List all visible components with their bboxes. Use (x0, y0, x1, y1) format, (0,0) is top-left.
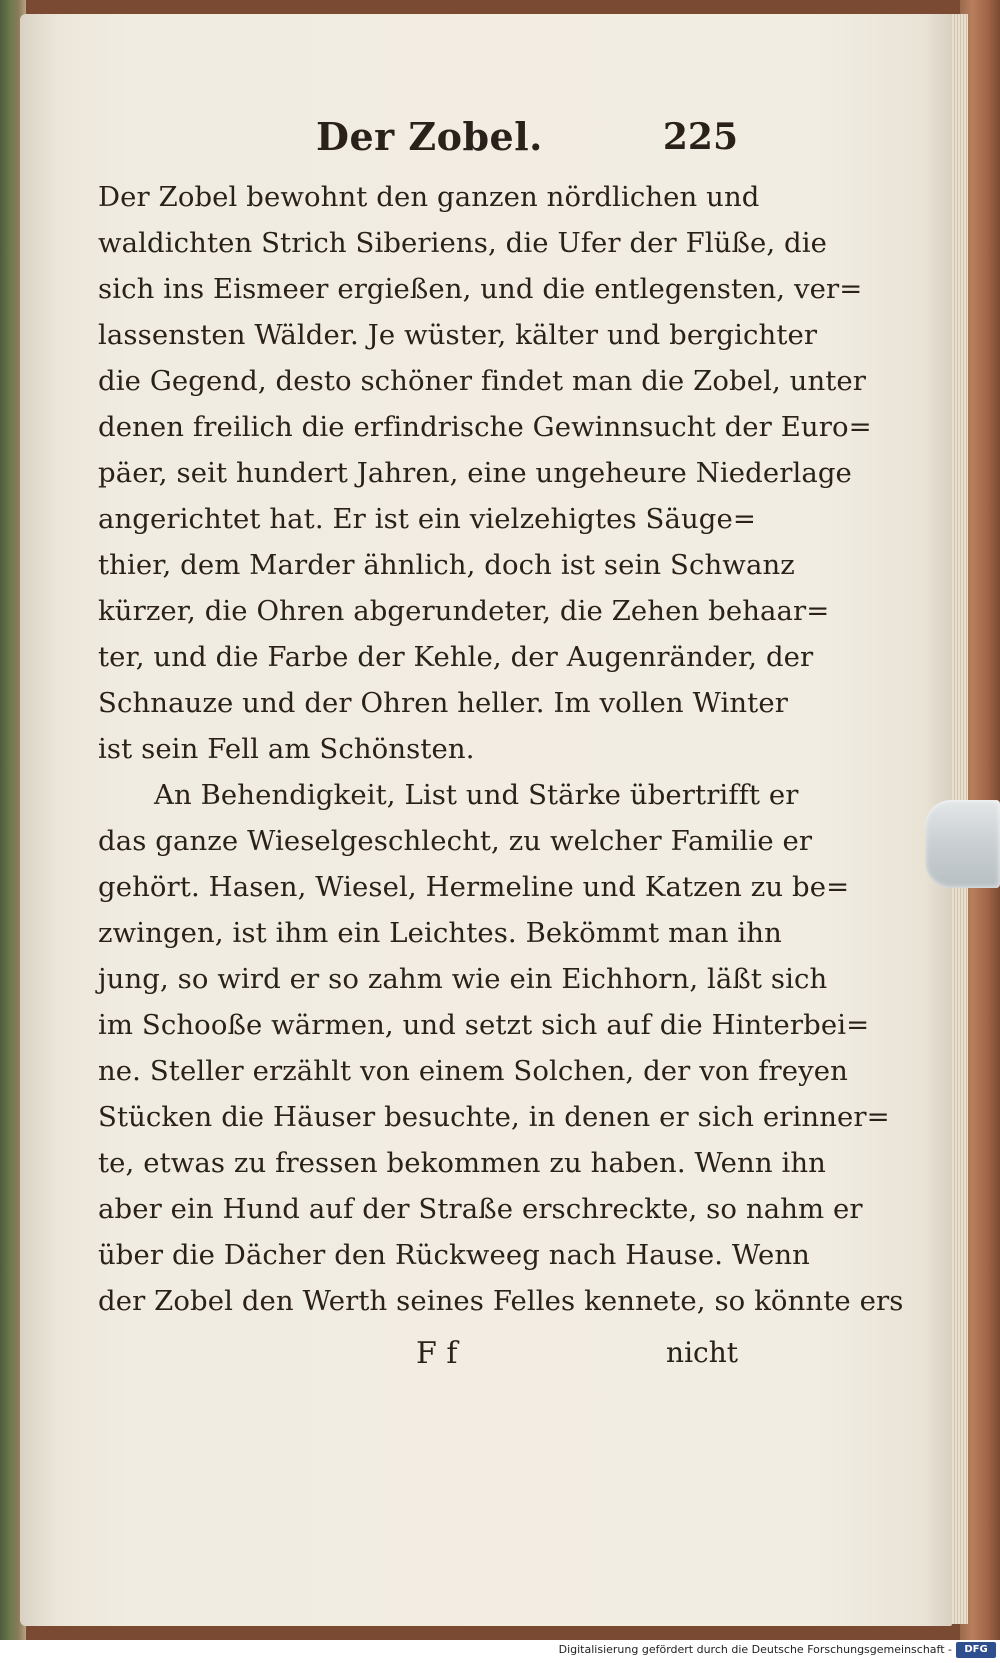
text-line: der Zobel den Werth seines Felles kennete, so könnte ers (98, 1285, 904, 1317)
text-line: ne. Steller erzählt von einem Solchen, der von freyen (98, 1055, 848, 1087)
running-title: Der Zobel. (316, 114, 543, 159)
text-line: die Gegend, desto schöner findet man die Zobel, unter (98, 365, 867, 397)
credit-bar (0, 1640, 1000, 1663)
text-line: im Schooße wärmen, und setzt sich auf die Hinterbei= (98, 1009, 870, 1041)
text-line: aber ein Hund auf der Straße erschreckte, so nahm er (98, 1193, 863, 1225)
text-line: thier, dem Marder ähnlich, doch ist sein Schwanz (98, 549, 795, 581)
paragraph (98, 772, 904, 1324)
text-line: kürzer, die Ohren abgerundeter, die Zehen behaar= (98, 595, 830, 627)
page-number: 225 (662, 116, 738, 158)
text-line: ter, und die Farbe der Kehle, der Augenränder, der (98, 641, 814, 673)
text-line: te, etwas zu fressen bekommen zu haben. Wenn ihn (98, 1147, 826, 1179)
text-line: gehört. Hasen, Wiesel, Hermeline und Katzen zu be= (98, 871, 850, 903)
text-line: waldichten Strich Siberiens, die Ufer der Flüße, die (98, 227, 828, 259)
text-line: lassensten Wälder. Je wüster, kälter und bergichter (98, 319, 818, 351)
dfg-logo: DFG (956, 1642, 996, 1658)
page-content (98, 110, 904, 1386)
text-line: denen freilich die erfindrische Gewinnsucht der Euro= (98, 411, 872, 443)
signature-mark: F f (416, 1336, 458, 1371)
catchword: nicht (666, 1336, 738, 1369)
text-line: angerichtet hat. Er ist ein vielzehigtes Säuge= (98, 503, 756, 535)
paragraph (98, 174, 872, 772)
text-line: zwingen, ist ihm ein Leichtes. Bekömmt man ihn (98, 917, 782, 949)
page-holder-clip (925, 800, 1000, 888)
text-line: jung, so wird er so zahm wie ein Eichhorn, läßt sich (98, 963, 828, 995)
text-line: über die Dächer den Rückweeg nach Hause. Wenn (98, 1239, 810, 1271)
text-line: Der Zobel bewohnt den ganzen nördlichen und (98, 181, 760, 213)
text-line: päer, seit hundert Jahren, eine ungeheure Niederlage (98, 457, 852, 489)
text-line: Stücken die Häuser besuchte, in denen er sich erinner= (98, 1101, 890, 1133)
body-text (98, 174, 904, 1324)
digitization-credit: Digitalisierung gefördert durch die Deutsche Forschungsgemeinschaft - (558, 1643, 952, 1656)
text-line: Schnauze und der Ohren heller. Im vollen Winter (98, 687, 788, 719)
page-header (98, 110, 738, 174)
text-line: An Behendigkeit, List und Stärke übertrifft er (154, 779, 799, 811)
text-line: sich ins Eismeer ergießen, und die entlegensten, ver= (98, 273, 863, 305)
text-line: ist sein Fell am Schönsten. (98, 733, 475, 765)
page-footer (98, 1326, 738, 1386)
text-line: das ganze Wieselgeschlecht, zu welcher Familie er (98, 825, 813, 857)
